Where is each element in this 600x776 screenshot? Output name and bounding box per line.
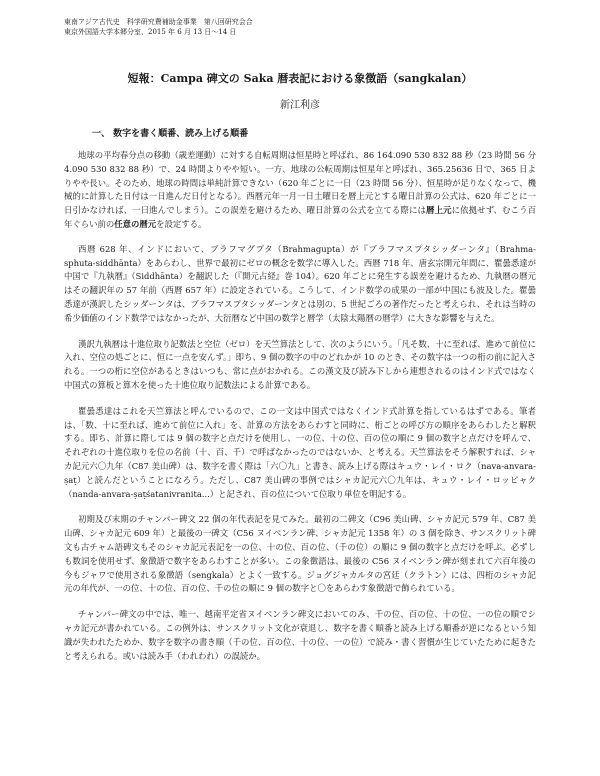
paragraph-6: チャンパー碑文の中では、唯一、越南平定省ヌイベンラン碑文においてのみ、千の位、百の位、十の位、一の位の順でシャカ記元が書かれている。この例外は、サンスクリット文化が衰退し、数字を書く順番と読み上げる順番が逆になるという知識が失われたためか、数字を数字の書き順（千の位、百の位、十の位、一の位）で読み・書く習慣が生じていたために起きたと考えられる。或いは読み手（われわれ）の誤読か。 bbox=[64, 609, 536, 661]
paragraph-1-part-a: 地球の平均春分点の移動（歳差運動）に対する自転周期は恒星時と呼ばれ、86 164.090 530 832 88 秒（23 時間 56 分 4.090 530 832 88 秒）で、24 時間よりやや短い。一方、地球の公転周期は恒星年と呼ばれ、365.25636 日で、365 日よりやや長い。そのため、地球の時間は単純計算できない（620 年ごとに一日（23 時間 56 分）、恒星時が足りなくなって、機械的に計算した日付は一日進んだ日付となる）。西暦元年一月一日土曜日を暦上元とする曜日計算の公式は、620 年ごとに一日引かなければ、一日進んでしまう）。この誤差を避けるため、曜日計算の公式を立てる際には bbox=[64, 150, 536, 216]
header-line-2: 東京外国語大学本郷分室、2015 年 6 月 13 日～14 日 bbox=[64, 28, 237, 36]
paragraph-3: 漢訳九執暦は十進位取り記数法と空位（ゼロ）を天竺算法として、次のようにいう。「凡そ数、十に至れば、進めて前位に入れ、空位の処ごとに、恒に一点を安んず。」即ち、9 個の数字の中のどれかが 10 のとき、その数字は一つの桁の前に記入される。一つの桁に空位があるときはいつも、常に点がおかれる。この漢文及び読み下しから連想されるのはインド式ではなく中国式の算板と算木を使った十進位取り記数法による計算である。 bbox=[64, 338, 536, 390]
paragraph-1-part-e: を設定する。 bbox=[156, 218, 207, 229]
paragraph-1-part-c: に依拠せず、むこう百年ぐらい前の bbox=[64, 205, 537, 229]
header-line-1: 東南アジア古代史 科学研究費補助金事業 第八回研究会合 bbox=[64, 18, 253, 26]
emphasis-ninni-no-rekigen: 任意の暦元 bbox=[114, 218, 157, 229]
section-heading: 一、 数字を書く順番、読み上げる順番 bbox=[92, 129, 249, 139]
paper-title: 短報：Campa 碑文の Saka 暦表記における象徴語（sangkalan） bbox=[127, 72, 473, 85]
paragraph-4: 瞿曇悉達はこれを天竺算法と呼んでいるので、この一文は中国式ではなくインド式計算を指しているはずである。筆者は、「数、十に至れば、進めて前位に入れ」を、計算の方法をあらわすと同時に、桁ごとの呼び方の順序をあらわしたと解釈する。即ち、計算に際しては 9 個の数字と点だけを使用し、一の位、十の位、百の位の順に 9 個の数字と点だけを呼んで、それぞれの十進位取りを位の名前（十、百、千）で呼ばなかったのではないか、と考える。天竺算法をそう解釈すれば、シャカ記元六〇九年（C87 美山碑）は、数字を書く際は「六〇九」と書き、読み上げる際はキュウ・レイ・ロク（nava-anvara-ṣaṭ）と読んだということになろう。ただし、C87 美山碑の事例ではシャカ記元六〇九年は、キュウ・レイ・ロッピャク（nanda-anvara-ṣaṭśatanivranita...）と記され、百の位について位取り単位を明記する。 bbox=[64, 405, 536, 499]
author-name: 新江利彦 bbox=[280, 100, 320, 111]
paragraph-1 bbox=[64, 149, 536, 232]
paragraph-5: 初期及び末期のチャンパー碑文 22 個の年代表記を見てみた。最初の二碑文（C96 美山碑、シャカ記元 579 年、C87 美山碑、シャカ記元 609 年）と最後の一碑文（C56 ヌイベンラン碑、シャカ記元 1358 年）の 3 個を除き、サンスクリット碑文も古チャム語碑文もそのシャカ記元表記を一の位、十の位、百の位、（千の位）の順に 9 個の数字と点だけを呼ぶ。必ずしも数詞を使用せず、象徴語で数字をあらわすことが多い。この象徴語は、最後の C56 ヌイベンラン碑が刻まれて六百年後の今もジャワで使用される象徴語（sengkala）とよく一致する。ジョグジャカルタの宮廷（クラトン）には、四桁のシャカ記元の年代が、一の位、十の位、百の位、千の位の順に 9 個の数字と〇をあらわす象徴語で飾られている。 bbox=[64, 514, 536, 594]
conference-header bbox=[64, 17, 253, 37]
body-text bbox=[64, 149, 536, 675]
paragraph-2: 西暦 628 年、インドにおいて、ブラフマグプタ（Brahmagupta）が『ブラフマスプタシッダーンタ』（Brahma-sphuta-siddhānta）をあらわし、世界で最初にゼロの概念を数学に導入した。西暦 718 年、唐玄宗開元年間に、瞿曇悉達が中国で『九執暦』（Siddhānta）を翻訳した（『開元占経』巻 104）。620 年ごとに発生する誤差を避けるため、九執暦の暦元はその翻訳年の 57 年前（西暦 657 年）に設定されている。こうして、インド数学の成果の一部が中国にも波及した。瞿曇悉達が漢訳したシッダーンタは、ブラフマスプタシッダーンタとは別の、5 世紀ごろの著作だったと考えられ、それは当時の希少価値のインド数学ではなかったが、大衍暦など中国の数学と暦学（太陰太陽暦の暦学）に大きな影響を与えた。 bbox=[64, 243, 536, 323]
emphasis-reki-jougen: 暦上元 bbox=[426, 205, 452, 216]
